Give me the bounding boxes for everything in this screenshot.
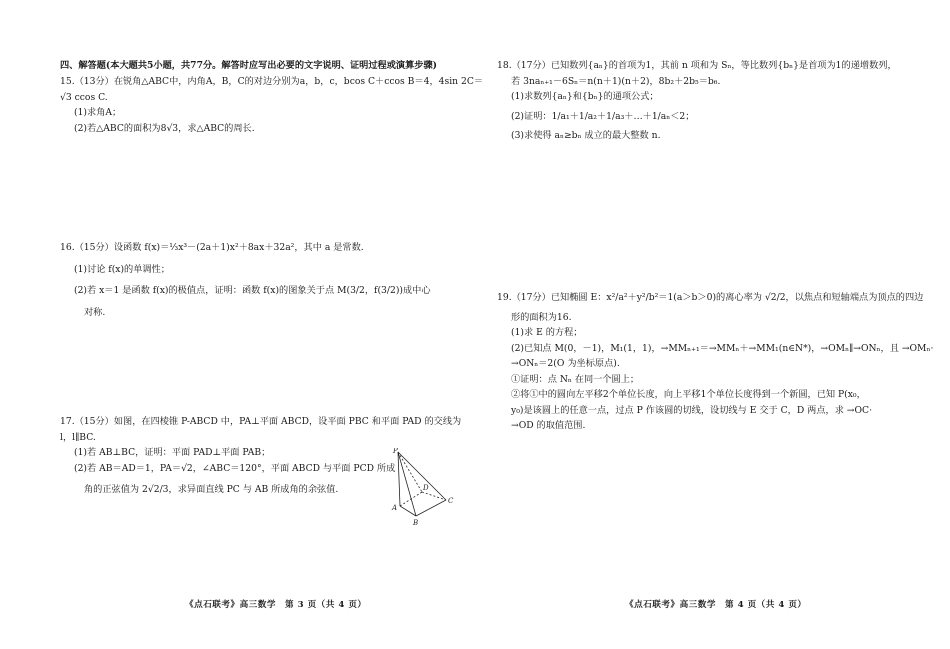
- q15-line1: 15.（13分）在锐角△ABC中，内角A，B，C的对边分别为a，b，c，bcos C＋ccos B＝4，4sin 2C＝: [60, 76, 484, 87]
- question-18: [497, 58, 897, 144]
- q15-line2: √3 ccos C.: [60, 91, 108, 103]
- q15-part1: (1)求角A；: [74, 107, 122, 118]
- q16-line1: 16.（15分）设函数 f(x)＝⅓x³－(2a＋1)x²＋8ax＋32a²，其中 a 是常数.: [60, 242, 364, 253]
- q18-part3: (3)求使得 aₙ≥bₙ 成立的最大整数 n.: [511, 130, 661, 141]
- q16-part2-cont: 对称.: [84, 306, 106, 318]
- q17-part2-cont: 角的正弦值为 2√2/3，求异面直线 PC 与 AB 所成角的余弦值.: [84, 484, 339, 495]
- q19-line2: 形的面积为16.: [511, 311, 572, 323]
- q19-sub2-cont: y₀)是该圆上的任意一点，过点 P 作该圆的切线，设切线与 E 交于 C，D 两点，求 →OC·: [511, 404, 872, 416]
- edge-pa: [398, 452, 400, 506]
- question-16: [60, 240, 431, 320]
- q17-part2: (2)若 AB＝AD＝1，PA＝√2，∠ABC＝120°，平面 ABCD 与平面 PCD 所成: [74, 462, 396, 474]
- q16-part1: (1)讨论 f(x)的单调性；: [74, 263, 170, 275]
- label-b: B: [413, 519, 419, 527]
- q16-part2: (2)若 x＝1 是函数 f(x)的极值点，证明：函数 f(x)的图象关于点 M(3/2，f(3/2))成中心: [74, 285, 431, 296]
- q18-part2: (2)证明：1/a₁＋1/a₂＋1/a₃＋…＋1/aₙ＜2；: [511, 110, 695, 122]
- q19-sub2-cont2: →OD 的取值范围.: [511, 420, 586, 431]
- label-c: C: [448, 497, 454, 505]
- q19-sub1: ①证明：点 Nₙ 在同一个圆上；: [511, 373, 640, 385]
- section-header: [60, 58, 437, 74]
- left-footer: 《点石联考》高三数学 第 3 页（共 4 页）: [185, 600, 367, 610]
- q18-line2: 若 3naₙ₊₁－6Sₙ＝n(n＋1)(n＋2)，8b₂＋2b₅＝b₆.: [511, 75, 721, 87]
- right-footer: 《点石联考》高三数学 第 4 页（共 4 页）: [625, 600, 807, 610]
- q17-line2: l，l∥BC.: [60, 431, 96, 443]
- q19-part2: (2)已知点 M(0，－1)，M₁(1，1)，→MMₙ₊₁＝→MMₙ＋→MM₁(n∈N*)，→OMₙ∥→ONₙ，且 →OMₙ·: [511, 342, 934, 354]
- q19-part1: (1)求 E 的方程；: [511, 327, 583, 338]
- edge-ad: [400, 492, 422, 506]
- q18-part1: (1)求数列{aₙ}和{bₙ}的通项公式；: [511, 91, 659, 102]
- q19-part2-cont: →ONₙ＝2(O 为坐标原点).: [511, 358, 620, 369]
- q19-sub2: ②将①中的圆向左平移2个单位长度，向上平移1个单位长度得到一个新圆，已知 P(x₀，: [511, 389, 866, 400]
- q19-line1: 19.（17分）已知椭圆 E：x²/a²＋y²/b²＝1(a＞b＞0)的离心率为 √2/2，以焦点和短轴端点为顶点的四边: [497, 292, 924, 303]
- label-p: P: [393, 448, 398, 455]
- pyramid-figure: [390, 448, 458, 528]
- label-d: D: [423, 484, 429, 492]
- right-page: [475, 0, 950, 649]
- q17-part1: (1)若 AB⊥BC，证明：平面 PAD⊥平面 PAB；: [74, 447, 271, 458]
- question-15: [60, 74, 483, 136]
- q15-part2: (2)若△ABC的面积为8√3，求△ABC的周长.: [74, 122, 255, 134]
- edge-bc: [416, 500, 446, 516]
- edge-pc: [398, 452, 446, 500]
- section-header-text: 四、解答题(本大题共5小题，共77分。解答时应写出必要的文字说明、证明过程或演算步骤): [60, 60, 437, 71]
- q18-line1: 18.（17分）已知数列{aₙ}的首项为1，其前 n 项和为 Sₙ，等比数列{bₙ}是首项为1的递增数列，: [497, 60, 897, 71]
- q17-line1: 17.（15分）如图，在四棱锥 P-ABCD 中，PA⊥平面 ABCD，设平面 PBC 和平面 PAD 的交线为: [60, 416, 462, 427]
- label-a: A: [392, 504, 398, 512]
- question-19: [497, 290, 933, 434]
